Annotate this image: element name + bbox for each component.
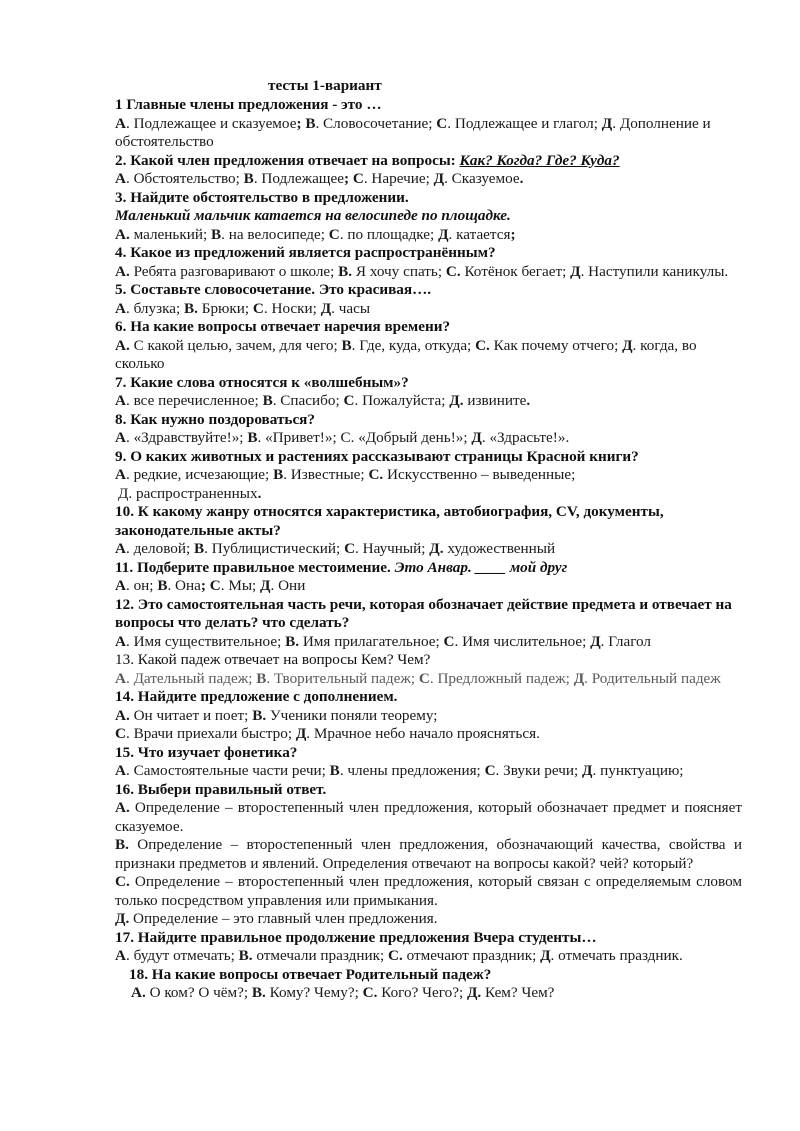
option-letter: Д bbox=[622, 336, 633, 354]
question-text: 11. Подберите правильное местоимение. bbox=[115, 558, 391, 576]
question-5: 5. Составьте словосочетание. Это красивая…. bbox=[115, 281, 432, 298]
example-sentence: Это Анвар. ____ мой друг bbox=[390, 558, 568, 576]
question-text: 13. Какой падеж отвечает на вопросы Кем? Чем? bbox=[115, 651, 431, 668]
answers-3 bbox=[115, 226, 742, 245]
option-text: . «Здравствуйте!»; bbox=[125, 429, 248, 446]
answers-15 bbox=[115, 762, 742, 781]
question-8: 8. Как нужно поздороваться? bbox=[115, 410, 315, 428]
option-text: . Родительный падеж bbox=[584, 669, 721, 687]
option-text: . Самостоятельные части речи; bbox=[125, 762, 330, 779]
option-letter: А. bbox=[115, 799, 130, 816]
option-text: Кого? Чего?; bbox=[377, 984, 467, 1001]
option-text: . пунктуацию; bbox=[592, 762, 684, 779]
option-letter: ; С bbox=[200, 577, 221, 594]
end-mark: . bbox=[526, 392, 531, 409]
question-18: 18. На какие вопросы отвечает Родительный падеж? bbox=[129, 965, 492, 983]
option-letter: Д. bbox=[115, 910, 130, 927]
option-text: маленький; bbox=[129, 225, 211, 243]
option-letter: Д bbox=[570, 262, 581, 280]
example-sentence: Маленький мальчик катается на велосипеде по площадке. bbox=[115, 207, 511, 224]
option-text: . Пожалуйста; bbox=[354, 392, 450, 409]
option-text: . Подлежащее и глагол; bbox=[447, 114, 602, 132]
option-letter: А bbox=[115, 466, 126, 483]
option-text: . Сказуемое bbox=[444, 170, 520, 187]
option-text: извините bbox=[463, 392, 527, 409]
question-10: 10. К какому жанру относятся характеристика, автобиография, CV, документы, законодательные акты? bbox=[115, 503, 664, 539]
option-text: Как почему отчего; bbox=[489, 336, 623, 354]
option-text: . Творительный падеж; bbox=[266, 669, 419, 687]
option-letter: ; С bbox=[344, 170, 364, 187]
option-letter: Д. bbox=[466, 984, 482, 1001]
option-text: Определение – второстепенный член предложения, обозначающий качества, свойства и признаки предметов и явлений. Определения отвечают на вопросы какой? чей? который? bbox=[115, 836, 742, 872]
option-letter: Д. bbox=[449, 392, 464, 409]
question-list bbox=[115, 96, 742, 1003]
answers-10 bbox=[115, 540, 742, 559]
end-mark: . bbox=[519, 170, 524, 187]
option-text: . на велосипеде; bbox=[221, 225, 329, 243]
option-text: . Подлежащее и сказуемое bbox=[125, 114, 297, 132]
option-letter: В. bbox=[285, 632, 300, 650]
option-letter: Д bbox=[601, 114, 613, 132]
option-letter: А bbox=[115, 669, 126, 687]
option-letter: Д bbox=[573, 669, 585, 687]
option-text: . Они bbox=[270, 577, 306, 594]
option-letter: В bbox=[262, 392, 273, 409]
option-letter: С bbox=[344, 540, 356, 557]
answers-14-cont bbox=[115, 725, 742, 744]
answers-5 bbox=[115, 300, 742, 319]
option-text: . Обстоятельство; bbox=[125, 170, 244, 187]
option-letter: А. bbox=[115, 336, 130, 354]
option-text: . деловой; bbox=[125, 540, 195, 557]
option-letter: А bbox=[115, 577, 126, 594]
option-letter: С. bbox=[445, 262, 461, 280]
option-text: . Глагол bbox=[600, 632, 652, 650]
option-text: Определение – второстепенный член предложения, который связан с определяемым словом только посредством управления или примыкания. bbox=[115, 873, 742, 909]
option-text: . Мы; bbox=[220, 577, 261, 594]
option-text: . по площадке; bbox=[339, 225, 439, 243]
option-letter: С bbox=[443, 632, 455, 650]
option-text: Кому? Чему?; bbox=[265, 984, 363, 1001]
option-text: . Носки; bbox=[263, 299, 321, 317]
question-14: 14. Найдите предложение с дополнением. bbox=[115, 688, 398, 705]
question-text: 2. Какой член предложения отвечает на вопросы: bbox=[115, 151, 460, 169]
answers-2 bbox=[115, 170, 742, 189]
option-letter: А bbox=[115, 299, 126, 317]
option-text: . он; bbox=[125, 577, 158, 594]
end-mark: ; bbox=[510, 225, 516, 243]
option-letter: В. bbox=[252, 706, 267, 724]
answer-16-b bbox=[115, 836, 742, 873]
option-text: Котёнок бегает; bbox=[460, 262, 571, 280]
answers-1 bbox=[115, 115, 742, 152]
option-letter: А bbox=[115, 429, 126, 446]
option-text: отмечали праздник; bbox=[252, 947, 388, 964]
option-letter: А bbox=[115, 632, 126, 650]
option-text: . катается bbox=[448, 225, 511, 243]
option-text: Я хочу спать; bbox=[352, 262, 446, 280]
answer-16-a bbox=[115, 799, 742, 836]
option-letter: С bbox=[328, 225, 340, 243]
answers-18 bbox=[115, 984, 742, 1003]
option-letter: В. bbox=[115, 836, 129, 853]
option-text: . Известные; bbox=[283, 466, 369, 483]
option-letter: А bbox=[115, 114, 126, 132]
option-letter: В. bbox=[238, 947, 253, 964]
answers-12 bbox=[115, 633, 742, 652]
option-text: . Наступили каникулы. bbox=[580, 262, 729, 280]
option-text: . Публицистический; bbox=[204, 540, 345, 557]
question-4: 4. Какое из предложений является распространённым? bbox=[115, 244, 496, 261]
option-text: . все перечисленное; bbox=[125, 392, 263, 409]
option-letter: А. bbox=[115, 706, 130, 724]
answers-9 bbox=[115, 466, 742, 485]
option-letter: С. bbox=[475, 336, 490, 354]
option-letter: С. bbox=[368, 466, 384, 483]
option-letter: В. bbox=[184, 299, 198, 317]
option-letter: В bbox=[273, 466, 284, 483]
end-mark: . bbox=[257, 484, 262, 502]
option-letter: А bbox=[115, 170, 126, 187]
option-letter: В bbox=[247, 429, 258, 446]
option-text: . когда, во сколько bbox=[115, 336, 697, 372]
option-text: . «Здрасьте!». bbox=[481, 429, 570, 446]
separator: ; bbox=[296, 114, 302, 132]
option-text: . Имя существительное; bbox=[125, 632, 286, 650]
option-text: . Научный; bbox=[355, 540, 430, 557]
option-letter: В bbox=[243, 170, 254, 187]
option-letter: Д bbox=[438, 225, 449, 243]
option-text: . Где, куда, откуда; bbox=[351, 336, 476, 354]
option-text: . Мрачное небо начало проясняться. bbox=[306, 725, 540, 742]
option-letter: В. bbox=[251, 984, 266, 1001]
option-letter: В bbox=[210, 225, 222, 243]
option-text: . редкие, исчезающие; bbox=[125, 466, 274, 483]
option-text: . Наречие; bbox=[363, 170, 434, 187]
answers-4 bbox=[115, 263, 742, 282]
option-text: художественный bbox=[443, 540, 556, 557]
option-letter: А bbox=[115, 947, 126, 964]
option-letter: Д bbox=[320, 299, 332, 317]
option-letter: С bbox=[343, 392, 355, 409]
option-text: . Врачи приехали быстро; bbox=[125, 725, 296, 742]
option-letter: В bbox=[256, 669, 267, 687]
option-letter: В bbox=[301, 114, 316, 132]
option-text: . блузка; bbox=[125, 299, 184, 317]
option-letter: В bbox=[341, 336, 352, 354]
option-text: . Имя числительное; bbox=[454, 632, 591, 650]
option-text: . Предложный падеж; bbox=[429, 669, 574, 687]
answers-13 bbox=[115, 670, 742, 689]
option-text: Искусственно – выведенные; bbox=[383, 466, 576, 483]
answer-16-c bbox=[115, 873, 742, 910]
option-text: . распространенных bbox=[128, 484, 258, 502]
question-6: 6. На какие вопросы отвечает наречия времени? bbox=[115, 318, 451, 335]
answers-6 bbox=[115, 337, 742, 374]
option-text: . часы bbox=[331, 299, 371, 317]
option-letter: А. bbox=[115, 262, 130, 280]
option-letter: В. bbox=[338, 262, 353, 280]
option-text: отмечают праздник; bbox=[402, 947, 541, 964]
question-7: 7. Какие слова относятся к «волшебным»? bbox=[115, 373, 409, 391]
option-letter: С bbox=[436, 114, 448, 132]
option-letter: А bbox=[115, 540, 126, 557]
answers-8 bbox=[115, 429, 742, 448]
option-text: . «Привет!»; С. «Добрый день!»; bbox=[257, 429, 472, 446]
question-2 bbox=[115, 152, 742, 171]
question-9: 9. О каких животных и растениях рассказывают страницы Красной книги? bbox=[115, 447, 639, 465]
option-letter: Д bbox=[590, 632, 601, 650]
option-text: . будут отмечать; bbox=[125, 947, 239, 964]
question-3: 3. Найдите обстоятельство в предложении. bbox=[115, 188, 409, 206]
option-text: Определение – второстепенный член предложения, который обозначает предмет и поясняет сказуемое. bbox=[115, 799, 742, 835]
option-letter: Д bbox=[295, 725, 307, 742]
answers-17 bbox=[115, 947, 742, 966]
option-letter: С bbox=[115, 725, 126, 742]
question-13 bbox=[115, 651, 742, 670]
option-text: Ребята разговаривают о школе; bbox=[129, 262, 339, 280]
option-text: . Дополнение и обстоятельство bbox=[115, 114, 711, 150]
option-letter: Д bbox=[260, 577, 271, 594]
option-text: О ком? О чём?; bbox=[145, 984, 252, 1001]
option-letter: В bbox=[329, 762, 340, 779]
answers-9-cont bbox=[115, 485, 742, 504]
option-text: Он читает и поет; bbox=[129, 706, 253, 724]
option-letter: А bbox=[115, 392, 126, 409]
option-letter: Д. bbox=[429, 540, 444, 557]
option-letter: Д bbox=[471, 429, 482, 446]
option-text: . Подлежащее bbox=[253, 170, 344, 187]
answers-7 bbox=[115, 392, 742, 411]
answers-14 bbox=[115, 707, 742, 726]
question-12: 12. Это самостоятельная часть речи, которая обозначает действие предмета и отвечает на вопросы что делать? что сделать? bbox=[115, 595, 732, 631]
option-text: Брюки; bbox=[197, 299, 253, 317]
option-text: Определение – это главный член предложения. bbox=[129, 910, 438, 927]
option-text: Имя прилагательное; bbox=[299, 632, 444, 650]
option-text: . Дательный падеж; bbox=[125, 669, 257, 687]
option-text: . отмечать праздник. bbox=[550, 947, 683, 964]
option-text: . члены предложения; bbox=[339, 762, 485, 779]
option-letter: С. bbox=[362, 984, 378, 1001]
question-15: 15. Что изучает фонетика? bbox=[115, 743, 298, 761]
option-letter: С bbox=[418, 669, 430, 687]
answers-11 bbox=[115, 577, 742, 596]
question-16: 16. Выбери правильный ответ. bbox=[115, 780, 327, 798]
option-text: . Она bbox=[167, 577, 201, 594]
question-17: 17. Найдите правильное продолжение предложения Вчера студенты… bbox=[115, 928, 597, 946]
option-text: . Словосочетание; bbox=[315, 114, 437, 132]
option-letter: Д bbox=[582, 762, 593, 779]
option-letter: С. bbox=[115, 873, 130, 890]
option-text: С какой целью, зачем, для чего; bbox=[129, 336, 342, 354]
question-keywords: Как? Когда? Где? Куда? bbox=[459, 151, 620, 169]
option-letter: С bbox=[252, 299, 264, 317]
option-letter: С bbox=[484, 762, 496, 779]
option-letter: В bbox=[157, 577, 168, 594]
option-letter: Д bbox=[118, 484, 129, 502]
question-11 bbox=[115, 559, 742, 578]
option-letter: А. bbox=[131, 984, 146, 1001]
document-title: тесты 1-вариант bbox=[268, 77, 382, 94]
option-text: . Звуки речи; bbox=[495, 762, 583, 779]
option-letter: А. bbox=[115, 225, 130, 243]
option-letter: Д bbox=[540, 947, 551, 964]
option-text: Кем? Чем? bbox=[481, 984, 555, 1001]
option-text: . Спасибо; bbox=[272, 392, 344, 409]
option-text: Ученики поняли теорему; bbox=[266, 706, 438, 724]
option-letter: В bbox=[194, 540, 205, 557]
question-1: 1 Главные члены предложения - это … bbox=[115, 96, 382, 113]
option-letter: С. bbox=[388, 947, 403, 964]
option-letter: Д bbox=[433, 170, 445, 187]
answer-16-d bbox=[115, 910, 742, 929]
option-letter: А bbox=[115, 762, 126, 779]
